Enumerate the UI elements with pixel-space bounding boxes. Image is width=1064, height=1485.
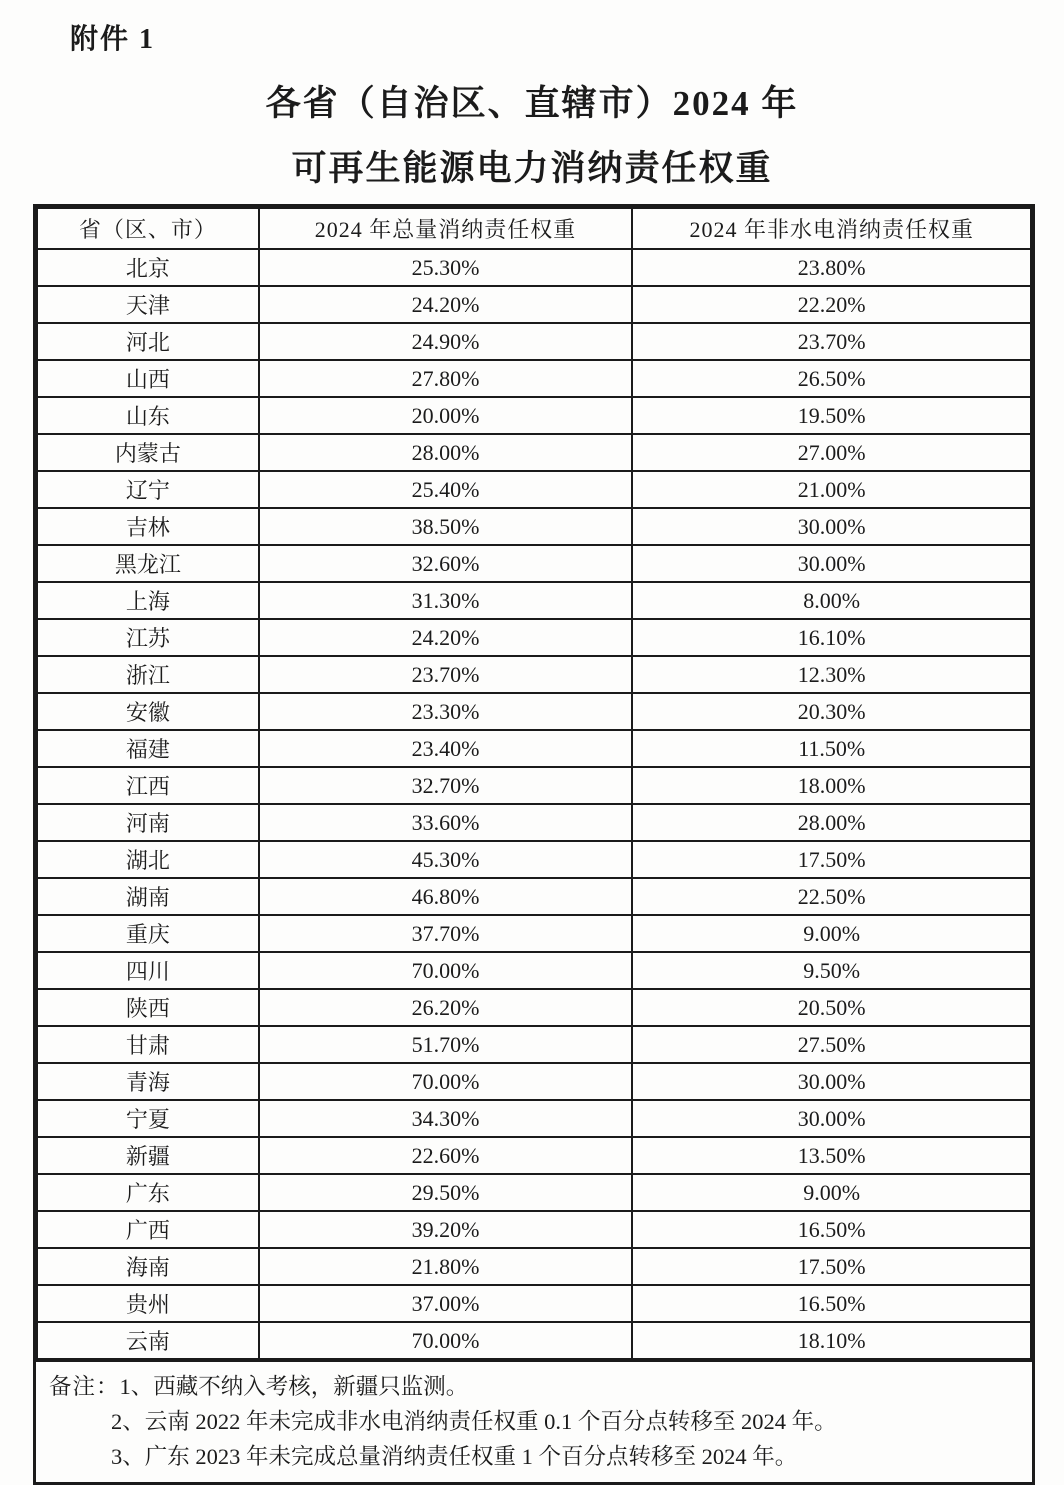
province-cell: 山西 [37, 360, 259, 397]
province-cell: 江西 [37, 767, 259, 804]
total-weight-cell: 51.70% [259, 1026, 633, 1063]
table-row [37, 1063, 1031, 1100]
province-cell: 山东 [37, 397, 259, 434]
total-weight-cell: 70.00% [259, 952, 633, 989]
note-line: 备注：1、西藏不纳入考核，新疆只监测。 [49, 1374, 469, 1399]
total-weight-cell: 33.60% [259, 804, 633, 841]
total-weight-cell: 34.30% [259, 1100, 633, 1137]
province-cell: 青海 [37, 1063, 259, 1100]
table-row [37, 508, 1031, 545]
province-cell: 河南 [37, 804, 259, 841]
total-weight-cell: 37.00% [259, 1285, 633, 1322]
province-cell: 四川 [37, 952, 259, 989]
document-title-line1: 各省（自治区、直辖市）2024 年 [265, 84, 799, 123]
table-row [37, 434, 1031, 471]
total-weight-cell: 28.00% [259, 434, 633, 471]
header-total-weight: 2024 年总量消纳责任权重 [259, 208, 633, 249]
province-cell: 贵州 [37, 1285, 259, 1322]
table-row [37, 323, 1031, 360]
total-weight-cell: 23.40% [259, 730, 633, 767]
total-weight-cell: 38.50% [259, 508, 633, 545]
total-weight-cell: 46.80% [259, 878, 633, 915]
province-cell: 河北 [37, 323, 259, 360]
province-cell: 浙江 [37, 656, 259, 693]
province-cell: 云南 [37, 1322, 259, 1359]
table-row [37, 286, 1031, 323]
note-line: 2、云南 2022 年未完成非水电消纳责任权重 0.1 个百分点转移至 2024 年。 [111, 1409, 837, 1434]
table-row [37, 545, 1031, 582]
notes-section [36, 1360, 1032, 1482]
non-hydro-weight-cell: 23.70% [632, 323, 1031, 360]
non-hydro-weight-cell: 23.80% [632, 249, 1031, 286]
non-hydro-weight-cell: 9.50% [632, 952, 1031, 989]
total-weight-cell: 70.00% [259, 1063, 633, 1100]
non-hydro-weight-cell: 16.50% [632, 1285, 1031, 1322]
table-row [37, 730, 1031, 767]
table-row [37, 1248, 1031, 1285]
total-weight-cell: 32.70% [259, 767, 633, 804]
total-weight-cell: 23.70% [259, 656, 633, 693]
document-title-line2: 可再生能源电力消纳责任权重 [291, 149, 773, 188]
non-hydro-weight-cell: 18.10% [632, 1322, 1031, 1359]
table-row [37, 804, 1031, 841]
table-row [37, 471, 1031, 508]
non-hydro-weight-cell: 12.30% [632, 656, 1031, 693]
table-row [37, 1100, 1031, 1137]
table-row [37, 952, 1031, 989]
province-cell: 福建 [37, 730, 259, 767]
non-hydro-weight-cell: 22.20% [632, 286, 1031, 323]
total-weight-cell: 25.30% [259, 249, 633, 286]
notes-label: 备注： [49, 1374, 120, 1399]
total-weight-cell: 32.60% [259, 545, 633, 582]
non-hydro-weight-cell: 9.00% [632, 915, 1031, 952]
non-hydro-weight-cell: 26.50% [632, 360, 1031, 397]
non-hydro-weight-cell: 21.00% [632, 471, 1031, 508]
table-row [37, 1174, 1031, 1211]
non-hydro-weight-cell: 27.50% [632, 1026, 1031, 1063]
header-non-hydro-weight: 2024 年非水电消纳责任权重 [632, 208, 1031, 249]
table-body [37, 249, 1031, 1359]
total-weight-cell: 24.20% [259, 286, 633, 323]
province-cell: 重庆 [37, 915, 259, 952]
province-cell: 内蒙古 [37, 434, 259, 471]
total-weight-cell: 45.30% [259, 841, 633, 878]
total-weight-cell: 24.20% [259, 619, 633, 656]
province-cell: 湖南 [37, 878, 259, 915]
table-row [37, 915, 1031, 952]
table-row [37, 1137, 1031, 1174]
total-weight-cell: 37.70% [259, 915, 633, 952]
province-cell: 上海 [37, 582, 259, 619]
non-hydro-weight-cell: 17.50% [632, 841, 1031, 878]
table-row [37, 360, 1031, 397]
total-weight-cell: 21.80% [259, 1248, 633, 1285]
province-cell: 宁夏 [37, 1100, 259, 1137]
non-hydro-weight-cell: 30.00% [632, 508, 1031, 545]
total-weight-cell: 26.20% [259, 989, 633, 1026]
non-hydro-weight-cell: 27.00% [632, 434, 1031, 471]
table-row [37, 1026, 1031, 1063]
total-weight-cell: 23.30% [259, 693, 633, 730]
province-cell: 辽宁 [37, 471, 259, 508]
table-row [37, 582, 1031, 619]
province-cell: 吉林 [37, 508, 259, 545]
non-hydro-weight-cell: 20.50% [632, 989, 1031, 1026]
province-cell: 天津 [37, 286, 259, 323]
table-row [37, 693, 1031, 730]
header-province: 省（区、市） [37, 208, 259, 249]
non-hydro-weight-cell: 30.00% [632, 1100, 1031, 1137]
non-hydro-weight-cell: 18.00% [632, 767, 1031, 804]
total-weight-cell: 27.80% [259, 360, 633, 397]
table-row [37, 397, 1031, 434]
province-cell: 广西 [37, 1211, 259, 1248]
province-cell: 甘肃 [37, 1026, 259, 1063]
total-weight-cell: 22.60% [259, 1137, 633, 1174]
attachment-label: 附件 1 [70, 24, 156, 55]
non-hydro-weight-cell: 22.50% [632, 878, 1031, 915]
total-weight-cell: 20.00% [259, 397, 633, 434]
table-row [37, 1211, 1031, 1248]
province-cell: 湖北 [37, 841, 259, 878]
province-cell: 黑龙江 [37, 545, 259, 582]
non-hydro-weight-cell: 11.50% [632, 730, 1031, 767]
total-weight-cell: 70.00% [259, 1322, 633, 1359]
total-weight-cell: 29.50% [259, 1174, 633, 1211]
weights-table [36, 207, 1032, 1360]
table-row [37, 619, 1031, 656]
table-row [37, 767, 1031, 804]
total-weight-cell: 25.40% [259, 471, 633, 508]
non-hydro-weight-cell: 19.50% [632, 397, 1031, 434]
total-weight-cell: 24.90% [259, 323, 633, 360]
non-hydro-weight-cell: 17.50% [632, 1248, 1031, 1285]
non-hydro-weight-cell: 16.50% [632, 1211, 1031, 1248]
table-row [37, 989, 1031, 1026]
non-hydro-weight-cell: 28.00% [632, 804, 1031, 841]
total-weight-cell: 31.30% [259, 582, 633, 619]
province-cell: 江苏 [37, 619, 259, 656]
province-cell: 海南 [37, 1248, 259, 1285]
table-row [37, 841, 1031, 878]
non-hydro-weight-cell: 8.00% [632, 582, 1031, 619]
province-cell: 广东 [37, 1174, 259, 1211]
non-hydro-weight-cell: 30.00% [632, 545, 1031, 582]
province-cell: 安徽 [37, 693, 259, 730]
non-hydro-weight-cell: 13.50% [632, 1137, 1031, 1174]
non-hydro-weight-cell: 16.10% [632, 619, 1031, 656]
non-hydro-weight-cell: 9.00% [632, 1174, 1031, 1211]
total-weight-cell: 39.20% [259, 1211, 633, 1248]
table-row [37, 1285, 1031, 1322]
table-row [37, 1322, 1031, 1359]
province-cell: 北京 [37, 249, 259, 286]
non-hydro-weight-cell: 20.30% [632, 693, 1031, 730]
province-cell: 陕西 [37, 989, 259, 1026]
table-row [37, 656, 1031, 693]
table-row [37, 249, 1031, 286]
note-line: 3、广东 2023 年未完成总量消纳责任权重 1 个百分点转移至 2024 年。 [111, 1444, 798, 1469]
table-row [37, 878, 1031, 915]
non-hydro-weight-cell: 30.00% [632, 1063, 1031, 1100]
table-header-row [37, 208, 1031, 249]
weights-table-container [33, 204, 1035, 1485]
province-cell: 新疆 [37, 1137, 259, 1174]
